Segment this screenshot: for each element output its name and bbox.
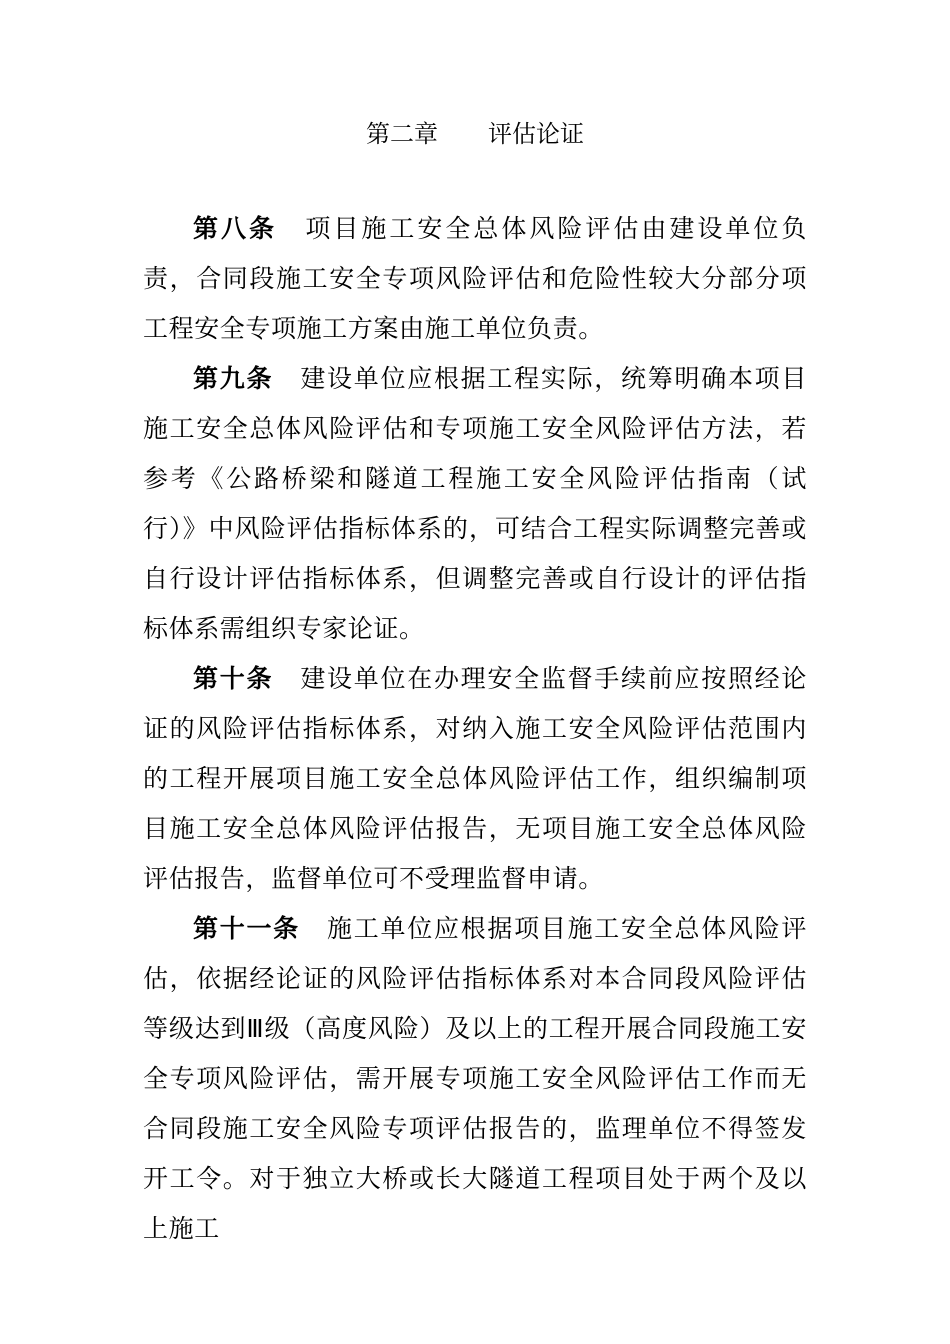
article-8-text: 项目施工安全总体风险评估由建设单位负责，合同段施工安全专项风险评估和危险性较大分部分项工程安全专项施工方案由施工单位负责。 [143, 214, 807, 343]
article-9-number: 第九条 [193, 364, 274, 393]
article-10 [143, 654, 807, 904]
chapter-title: 评估论证 [488, 120, 584, 148]
chapter-number: 第二章 [366, 120, 438, 148]
article-11-number: 第十一条 [193, 914, 300, 943]
article-9 [143, 354, 807, 654]
chapter-heading [143, 114, 807, 154]
article-10-text: 建设单位在办理安全监督手续前应按照经论证的风险评估指标体系，对纳入施工安全风险评估范围内的工程开展项目施工安全总体风险评估工作，组织编制项目施工安全总体风险评估报告，无项目施工安全总体风险评估报告，监督单位可不受理监督申请。 [143, 664, 807, 893]
article-9-text: 建设单位应根据工程实际，统筹明确本项目施工安全总体风险评估和专项施工安全风险评估方法，若参考《公路桥梁和隧道工程施工安全风险评估指南（试行）》中风险评估指标体系的，可结合工程实际调整完善或自行设计评估指标体系，但调整完善或自行设计的评估指标体系需组织专家论证。 [143, 364, 807, 643]
article-8-number: 第八条 [193, 214, 277, 243]
article-11-text: 施工单位应根据项目施工安全总体风险评估，依据经论证的风险评估指标体系对本合同段风险评估等级达到Ⅲ级（高度风险）及以上的工程开展合同段施工安全专项风险评估，需开展专项施工安全风险评估工作而无合同段施工安全风险专项评估报告的，监理单位不得签发开工令。对于独立大桥或长大隧道工程项目处于两个及以上施工 [143, 914, 807, 1243]
article-10-number: 第十条 [193, 664, 274, 693]
article-8 [143, 204, 807, 354]
article-11 [143, 904, 807, 1254]
